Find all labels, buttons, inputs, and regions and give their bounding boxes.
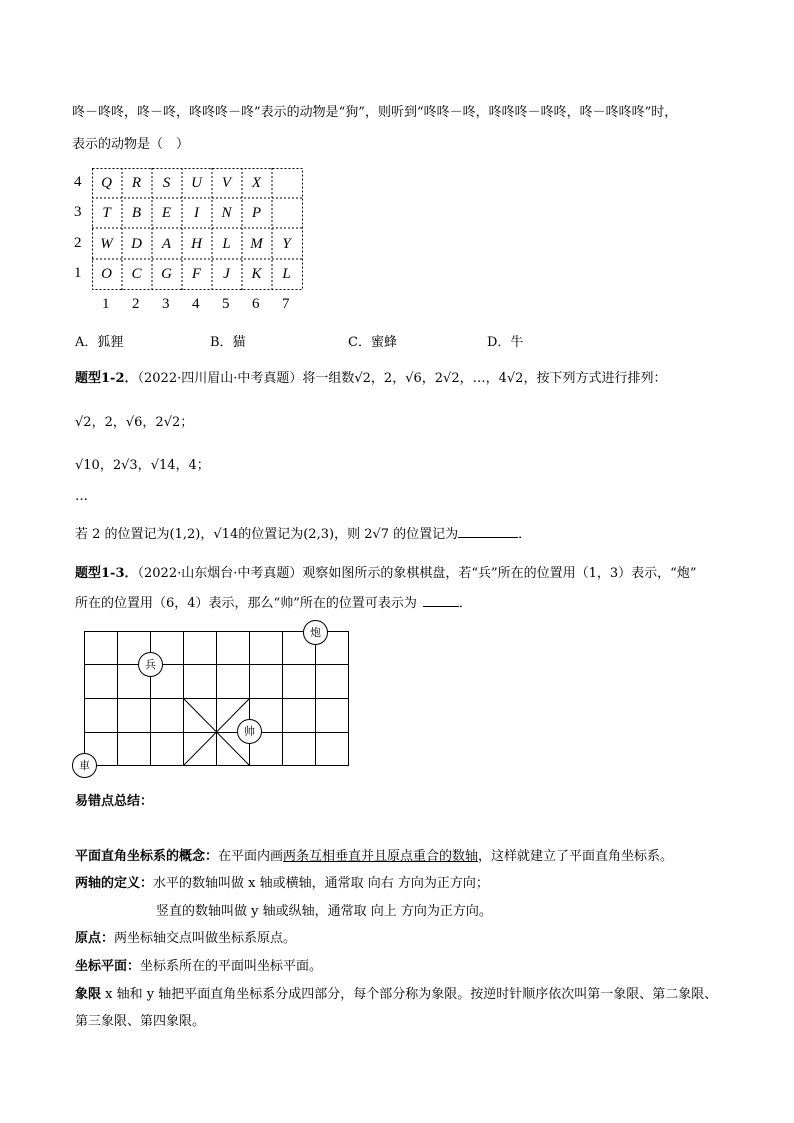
q3-answer-blank[interactable] (423, 594, 459, 607)
grid-cell: X (251, 175, 262, 191)
grid-cell: G (161, 265, 172, 282)
summary-origin (75, 927, 296, 946)
grid-cell: O (101, 265, 112, 282)
grid-cell: N (221, 205, 232, 222)
q2-row1-4: √2 (163, 415, 181, 430)
plane-label: 坐标平面： (75, 959, 141, 974)
grid-cell: T (102, 205, 111, 222)
grid-cell: F (191, 265, 202, 282)
q1-line2: 表示的动物是（ ） (72, 137, 190, 152)
col-label: 5 (222, 296, 230, 312)
q2-seq-3: ，2 (421, 371, 444, 386)
grid-cell: A (161, 235, 172, 252)
row-label: 1 (74, 264, 82, 281)
q3-end: ． (458, 596, 472, 611)
q2-final-6: ，则 2 (334, 527, 373, 542)
row-label: 2 (74, 234, 82, 251)
q2-row2-4: √14 (150, 458, 176, 473)
q2-row2-2: √3 (121, 458, 138, 473)
q2-final (75, 523, 531, 542)
col-label: 3 (162, 296, 170, 312)
summary-plane (75, 955, 322, 974)
q2-final-3: √14 (213, 527, 239, 542)
chess-board (72, 620, 362, 780)
plane-text: 坐标系所在的平面叫坐标平面。 (140, 959, 323, 974)
q2-seq-4: √2 (443, 371, 460, 386)
axes-label: 两轴的定义： (75, 876, 154, 891)
def-text-b: ，这样就建立了平面直角坐标系。 (478, 849, 674, 864)
q2-answer-blank[interactable] (458, 525, 518, 538)
q2-final-5: (2,3) (303, 527, 335, 542)
col-label: 4 (192, 296, 200, 312)
grid-cell: B (131, 205, 142, 222)
origin-text: 两坐标轴交点叫做坐标系原点。 (114, 931, 297, 946)
grid-cell: I (194, 205, 199, 222)
def-text-a: 在平面内画 (218, 849, 284, 864)
grid-cell: E (161, 205, 172, 222)
grid-cell: V (221, 175, 232, 191)
col-label: 1 (102, 296, 110, 312)
grid-cell: M (250, 235, 263, 252)
def-text-underlined: 两条互相垂直并且原点重合的数轴 (283, 849, 479, 864)
grid-cell: L (222, 235, 231, 252)
q3-line2 (75, 592, 472, 611)
grid-cell: L (282, 265, 291, 282)
q2-row1-1: ，2， (91, 415, 126, 430)
grid-cell: R (131, 175, 142, 191)
q2-final-9: ． (518, 527, 532, 542)
q2-row1-5: ； (180, 415, 194, 430)
option-c: C．蜜蜂 (348, 335, 397, 350)
q2-row1-2: √6 (125, 415, 143, 430)
q3-line2-text: 所在的位置用（6，4）表示，那么“帅”所在的位置可表示为 (75, 596, 417, 611)
col-label: 2 (132, 296, 140, 312)
summary-quadrant-2: 第三象限、第四象限。 (75, 1014, 206, 1029)
q3-line1-text: （2022·山东烟台·中考真题）观察如图所示的象棋棋盘，若“兵”所在的位置用（1，3）表示，“炮” (137, 566, 697, 581)
q2-final-1: (1,2) (169, 527, 201, 542)
q2-final-4: 的位置记为 (238, 527, 304, 542)
grid-cell: K (251, 265, 262, 282)
q2-row2-1: ，2 (99, 458, 122, 473)
grid-cell: Y (282, 235, 291, 252)
q2-seq-0: √2 (354, 371, 371, 386)
origin-label: 原点： (75, 931, 115, 946)
q2-seq-2: √6 (405, 371, 422, 386)
summary-title: 易错点总结： (75, 794, 154, 809)
quad-label: 象限 (75, 987, 102, 1002)
q2-ellipsis: … (75, 489, 88, 504)
q3-label: 题型1-3． (75, 566, 138, 581)
axes-line1: 水平的数轴叫做 x 轴或横轴，通常取 向右 方向为正方向； (153, 876, 489, 891)
q3-line1 (75, 562, 696, 581)
row-label: 3 (74, 204, 82, 221)
row-label: 4 (74, 174, 82, 190)
q2-row2-0: √10 (75, 458, 100, 473)
piece-bing: 兵 (138, 652, 163, 677)
summary-axes-2: 竖直的数轴叫做 y 轴或纵轴，通常取 向上 方向为正方向。 (156, 904, 492, 919)
option-d: D．牛 (487, 335, 524, 350)
chess-board-lines (84, 631, 350, 767)
def-label: 平面直角坐标系的概念： (75, 849, 219, 864)
option-b: B．猫 (210, 335, 246, 350)
grid-cell: H (191, 235, 202, 252)
grid-cell: P (251, 205, 262, 222)
piece-shuai: 帅 (237, 719, 262, 744)
grid-cell (272, 168, 301, 198)
q2-seq-5: ，…，4 (459, 371, 507, 386)
q2-final-8: 的位置记为 (389, 527, 459, 542)
q2-final-7: √7 (372, 527, 390, 542)
summary-definition (75, 845, 673, 864)
piece-ju: 車 (72, 753, 97, 778)
summary-axes-1 (75, 872, 489, 891)
option-a: A．狐狸 (75, 335, 124, 350)
col-label: 7 (282, 296, 290, 312)
grid-cell: W (100, 235, 113, 252)
q2-label: 题型1-2． (75, 371, 138, 386)
q2-seq-7: ，按下列方式进行排列： (523, 371, 667, 386)
q2-final-0: 若 2 的位置记为 (75, 527, 170, 542)
q1-line1: 咚－咚咚，咚－咚，咚咚咚－咚”表示的动物是“狗”，则听到“咚咚－咚，咚咚咚－咚咚，咚－咚咚咚”时， (72, 105, 678, 120)
grid-cell: J (223, 265, 230, 282)
col-label: 6 (252, 296, 260, 312)
grid-cell: S (162, 175, 171, 191)
grid-cell: D (131, 235, 142, 252)
letter-grid (0, 0, 794, 330)
q2-row2 (75, 454, 210, 473)
q2-seq-6: √2 (506, 371, 524, 386)
piece-pao: 炮 (303, 620, 328, 645)
q2-final-2: ， (200, 527, 214, 542)
q2-intro (75, 367, 666, 386)
grid-cell: Q (101, 175, 112, 191)
q2-row2-3: ， (137, 458, 151, 473)
q2-row1-0: √2 (75, 415, 92, 430)
summary-quadrant (75, 983, 717, 1002)
q2-row1-3: ，2 (142, 415, 164, 430)
quad-text: x 轴和 y 轴把平面直角坐标系分成四部分，每个部分称为象限。按逆时针顺序依次叫第一象限、第二象限、 (101, 987, 718, 1002)
q2-seq-1: ，2， (370, 371, 406, 386)
grid-cell: U (191, 175, 202, 191)
q2-source: （2022·四川眉山·中考真题）将一组数 (137, 371, 355, 386)
grid-cell: C (131, 265, 142, 282)
grid-cell (272, 198, 301, 228)
q2-row1 (75, 411, 193, 430)
q2-row2-5: ，4； (175, 458, 210, 473)
